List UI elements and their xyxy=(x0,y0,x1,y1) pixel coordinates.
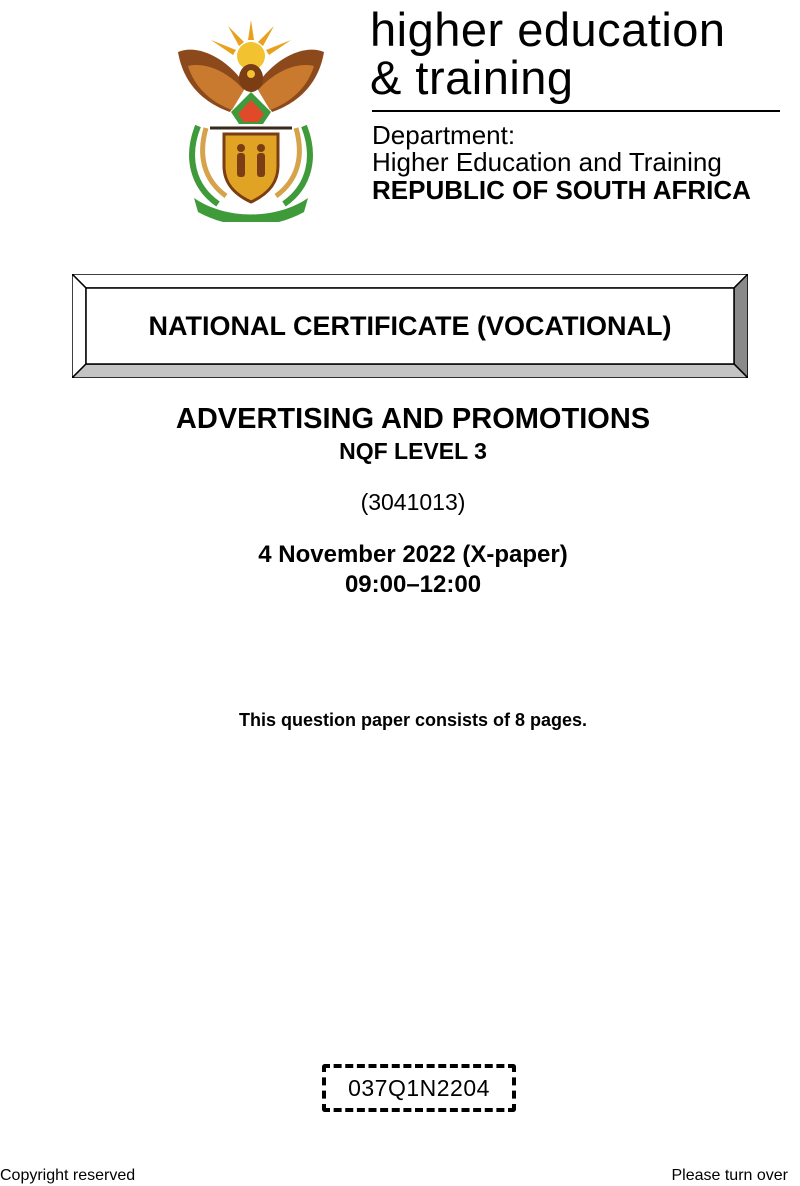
department-name: Higher Education and Training xyxy=(372,147,722,177)
brand-line-2: & training xyxy=(370,51,574,104)
exam-date: 4 November 2022 (X-paper) xyxy=(258,541,568,568)
brand-line-1: higher education xyxy=(370,3,726,56)
page-count-note: This question paper consists of 8 pages. xyxy=(238,710,588,730)
brand-divider xyxy=(372,110,780,112)
certificate-title-box xyxy=(72,274,748,378)
department-label: Department: xyxy=(372,120,516,150)
subject-title: ADVERTISING AND PROMOTIONS xyxy=(175,403,651,435)
nqf-level: NQF LEVEL 3 xyxy=(339,438,487,464)
country-name: REPUBLIC OF SOUTH AFRICA xyxy=(372,175,751,205)
turn-over-note: Please turn over xyxy=(671,1167,788,1184)
certificate-title: NATIONAL CERTIFICATE (VOCATIONAL) xyxy=(148,310,672,341)
paper-code: 037Q1N2204 xyxy=(348,1074,490,1101)
coat-of-arms-icon xyxy=(166,16,336,222)
exam-time: 09:00–12:00 xyxy=(344,571,482,598)
copyright-notice: Copyright reserved xyxy=(0,1167,136,1184)
paper-code-box xyxy=(322,1064,516,1112)
subject-code: (3041013) xyxy=(360,489,466,515)
